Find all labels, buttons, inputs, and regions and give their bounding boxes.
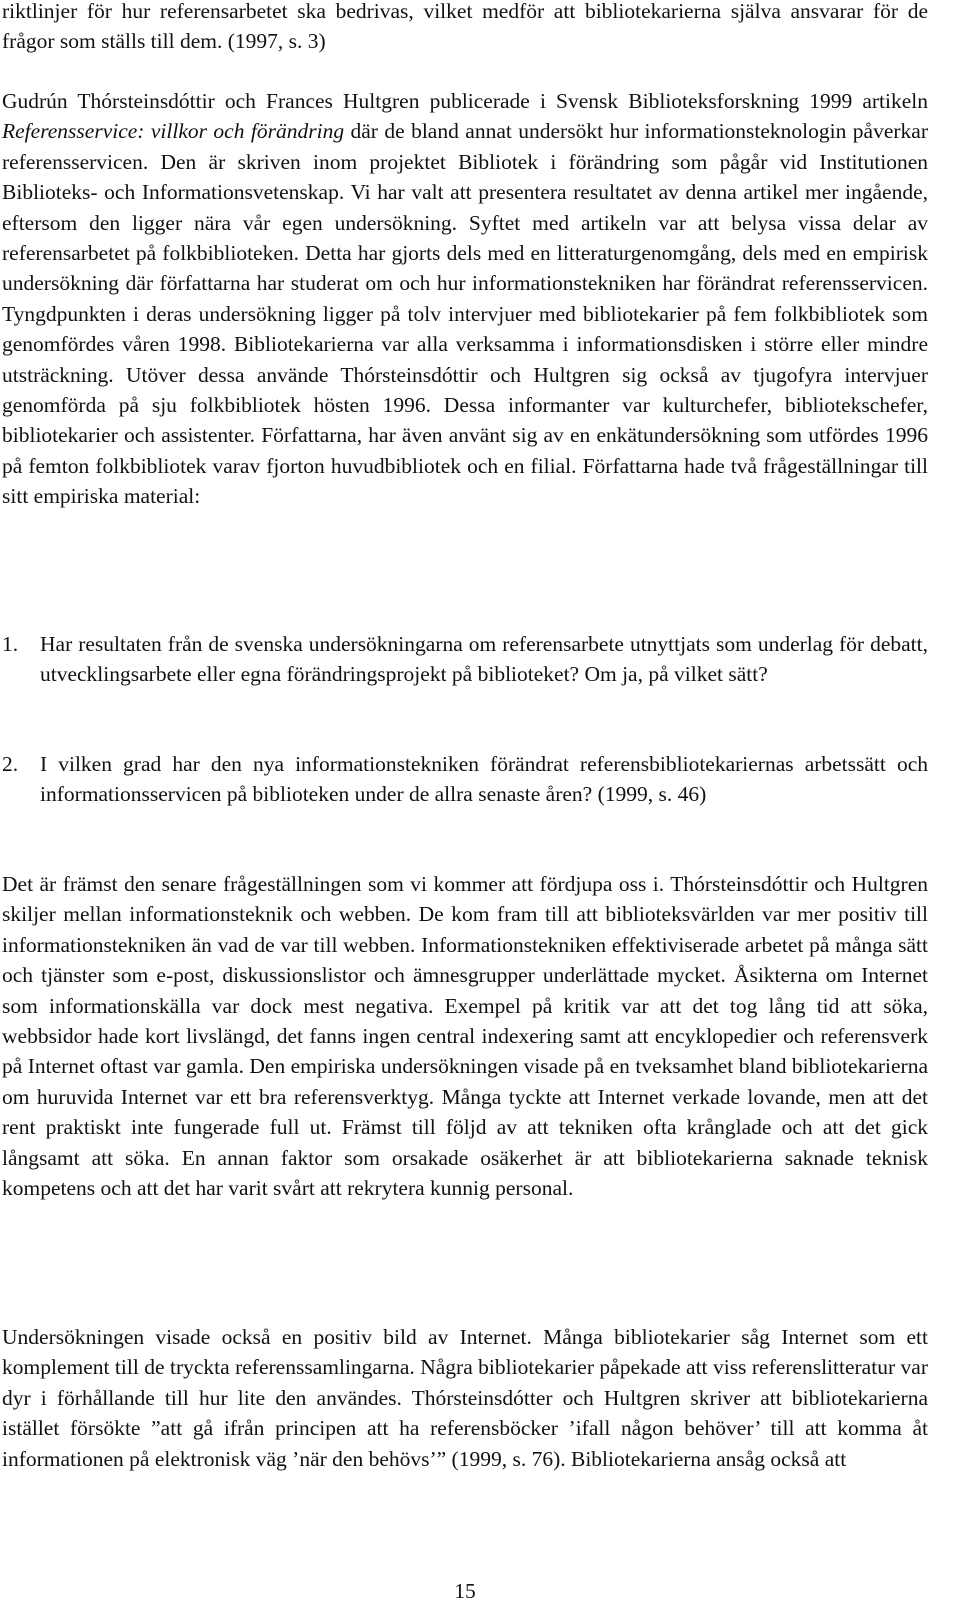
list-item-text: I vilken grad har den nya informationstekniken förändrat referensbibliotekariernas arbetssätt och informationsservicen på biblioteken under de allra senaste åren? (1999, s. 46) <box>40 752 928 807</box>
research-question-list-2 <box>2 749 928 810</box>
list-item <box>2 749 928 810</box>
article-intro-text: Gudrún Thórsteinsdóttir och Frances Hultgren publicerade i Svensk Biblioteksforskning 1999 artikeln <box>2 89 928 113</box>
list-item-text: Har resultaten från de svenska undersökningarna om referensarbete utnyttjats som underlag för debatt, utvecklingsarbete eller egna förändringsprojekt på biblioteket? Om ja, på vilket sätt? <box>40 632 928 687</box>
article-title: Referensservice: villkor och förändring <box>2 119 345 144</box>
paragraph-findings: Det är främst den senare frågeställningen som vi kommer att fördjupa oss i. Thórsteinsdóttir och Hultgren skiljer mellan informationsteknik och webben. De kom fram till att biblioteksvärlden var mer positiv till informationstekniken än vad de var till webben. Informationstekniken effektiviserade arbetet på många sätt och tjänster som e-post, diskussionslistor och ämnesgrupper underlättade mycket. Åsikterna om Internet som informationskälla var dock mest negativa. Exempel på kritik var att det tog lång tid att söka, webbsidor hade kort livslängd, det fanns ingen central indexering samt att encyklopedier och referensverk på Internet oftast var gamla. Den empiriska undersökningen visade på en tveksamhet bland bibliotekarierna om huruvida Internet var ett bra referensverktyg. Många tyckte att Internet verkade lovande, men att det rent praktiskt inte fungerade full ut. Främst till följd av att tekniken ofta krånglade och att det gick långsamt att söka. En annan faktor som orsakade osäkerhet är att bibliotekarierna saknade teknisk kompetens och att det har varit svårt att rekrytera kunnig personal. <box>2 872 928 1201</box>
page-number: 15 <box>454 1579 476 1603</box>
research-question-list-1 <box>2 629 928 690</box>
paragraph-continuation: riktlinjer för hur referensarbetet ska bedrivas, vilket medför att bibliotekarierna själva ansvarar för de frågor som ställs till dem. (1997, s. 3) <box>2 0 928 54</box>
list-item-number: 2. <box>2 752 19 776</box>
article-summary-text: där de bland annat undersökt hur informationsteknologin påverkar referensservicen. Den är skriven inom projektet Bibliotek i förändring som pågår vid Institutionen Biblioteks- och Informationsvetenskap. Vi har valt att presentera resultatet av denna artikel mer ingående, eftersom den ligger nära vår egen undersökning. Syftet med artikeln var att belysa vissa delar av referensarbetet på folkbiblioteken. Detta har gjorts dels med en litteraturgenomgång, dels med en empirisk undersökning där författarna har studerat om och hur informationstekniken har förändrat referensservicen. Tyngdpunkten i deras undersökning ligger på tolv intervjuer med bibliotekarier på fem folkbibliotek som genomfördes våren 1998. Bibliotekarierna var alla verksamma i informationsdisken i större eller mindre utsträckning. Utöver dessa använde Thórsteinsdóttir och Hultgren sig också av tjugofyra intervjuer genomförda på sju folkbibliotek hösten 1996. Dessa informanter var kulturchefer, bibliotekschefer, bibliotekarier och assistenter. Författarna, har även använt sig av en enkätundersökning som utfördes 1996 på femton folkbibliotek varav fjorton huvudbibliotek och en filial. Författarna hade två frågeställningar till sitt empiriska material: <box>2 119 928 509</box>
list-item <box>2 629 928 690</box>
paragraph-positive-view: Undersökningen visade också en positiv bild av Internet. Många bibliotekarier såg Internet som ett komplement till de tryckta referenssamlingarna. Några bibliotekarier påpekade att viss referenslitteratur var dyr i förhållande till hur lite den användes. Thórsteinsdótter och Hultgren skriver att bibliotekarierna istället försökte ”att gå ifrån principen att ha referensböcker ’ifall någon behöver’ till att komma åt informationen på elektronisk väg ’när den behövs’” (1999, s. 76). Bibliotekarierna ansåg också att <box>2 1325 928 1471</box>
list-item-number: 1. <box>2 632 19 656</box>
paragraph-article-summary <box>2 86 928 512</box>
